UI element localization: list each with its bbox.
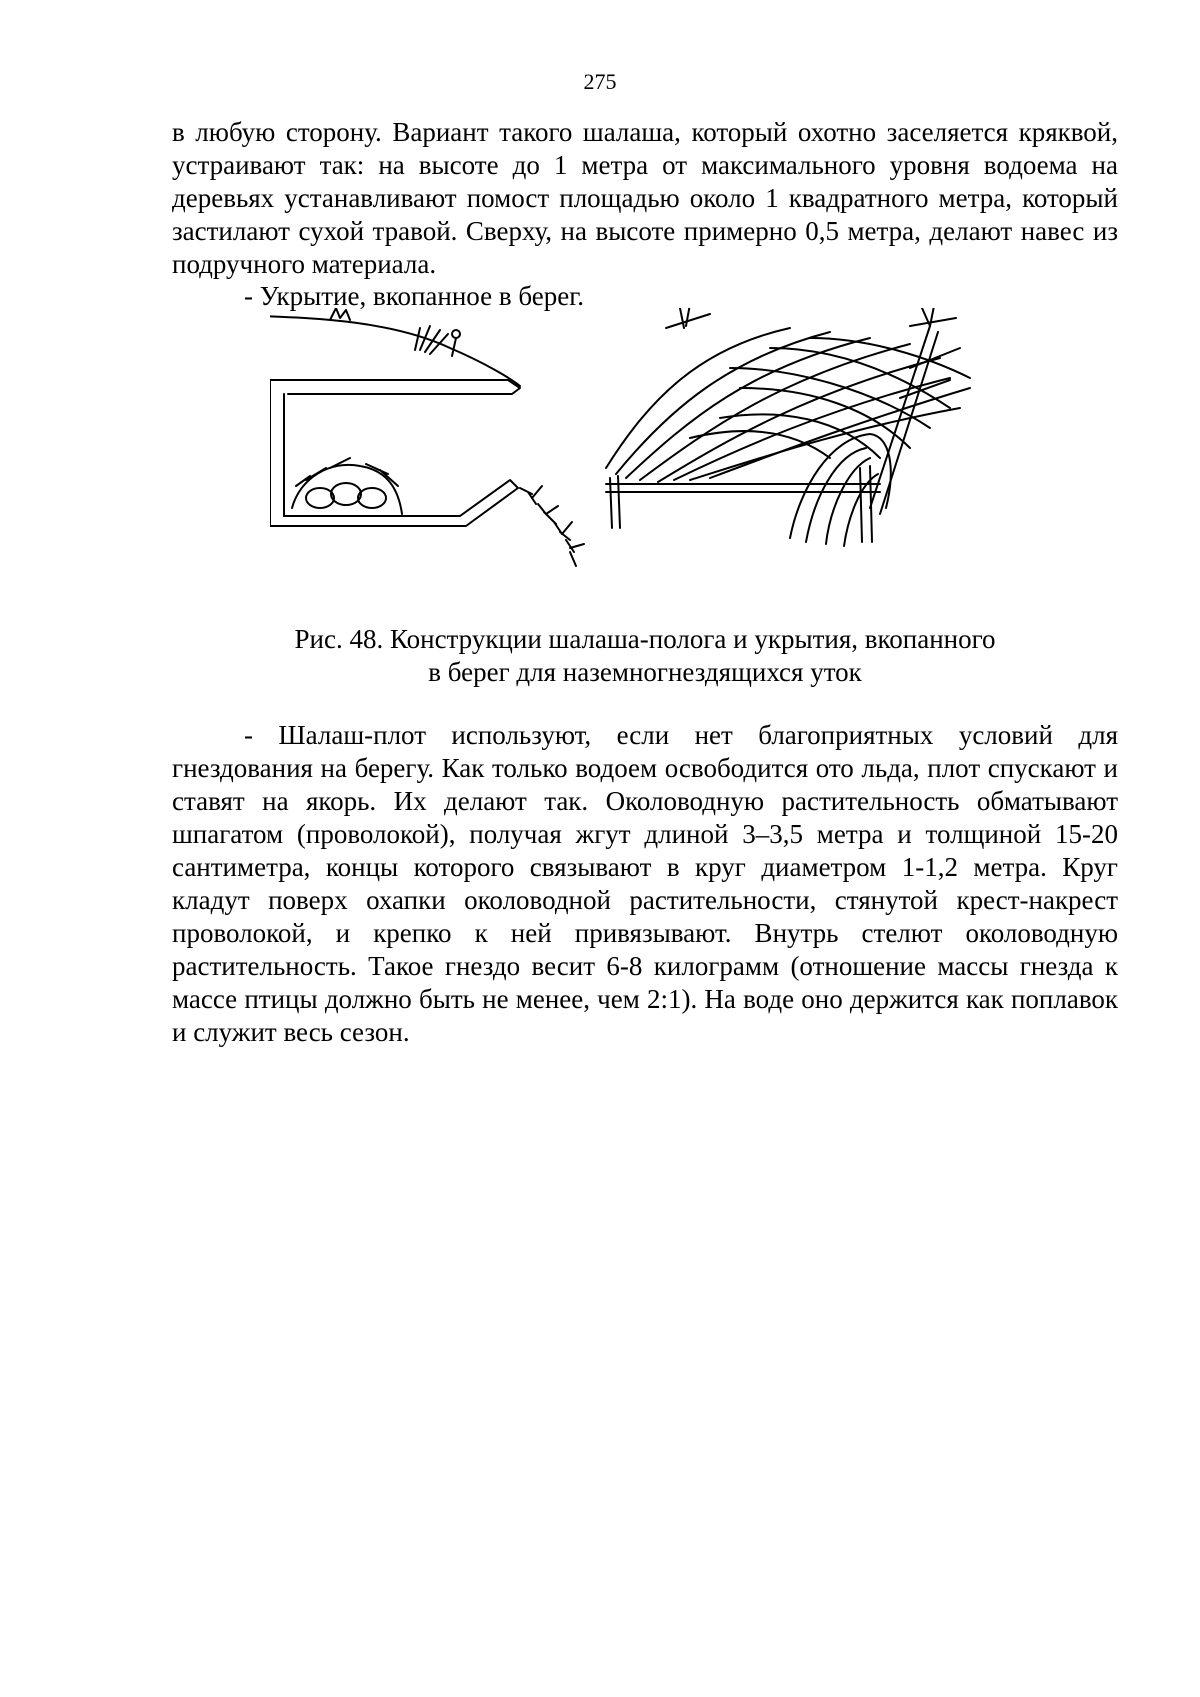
figure-caption bbox=[172, 623, 1118, 689]
paragraph-raft: - Шалаш-плот используют, если нет благоприятных условий для гнездования на берегу. Как только водоем освободится ото льда, плот спускают и ставят на якорь. Их делают так. Околоводную растительность обматывают шпагатом (проволокой), получая жгут длиной 3–3,5 метра и толщиной 15-20 сантиметра, концы которого связывают в круг диаметром 1-1,2 метра. Круг кладут поверх охапки околоводной растительности, стянутой крест-накрест проволокой, и крепко к ней привязывают. Внутрь стелют околоводную растительность. Такое гнездо весит 6-8 килограмм (отношение массы гнезда к массе птицы должно быть не менее, чем 2:1). На воде оно держится как поплавок и служит весь сезон. bbox=[172, 720, 1118, 1047]
caption-line-1: Рис. 48. Конструкции шалаша-полога и укрытия, вкопанного bbox=[294, 624, 996, 654]
page-number: 275 bbox=[583, 69, 617, 94]
bank-shelter-drawing bbox=[270, 308, 584, 566]
canopy-shelter-drawing bbox=[606, 308, 970, 546]
figure-48 bbox=[270, 308, 1120, 623]
caption-line-2: в берег для наземногнездящихся уток bbox=[428, 657, 862, 687]
paragraph-continuation: в любую сторону. Вариант такого шалаша, который охотно заселяется кряквой, устраивают так: на высоте до 1 метра от максимального уровня водоема на деревьях устанавливают помост площадью около 1 квадратного метра, который застилают сухой травой. Сверху, на высоте примерно 0,5 метра, делают навес из подручного материала. bbox=[172, 117, 1118, 279]
list-item-shelter: - Укрытие, вкопанное в берег. bbox=[244, 281, 584, 311]
